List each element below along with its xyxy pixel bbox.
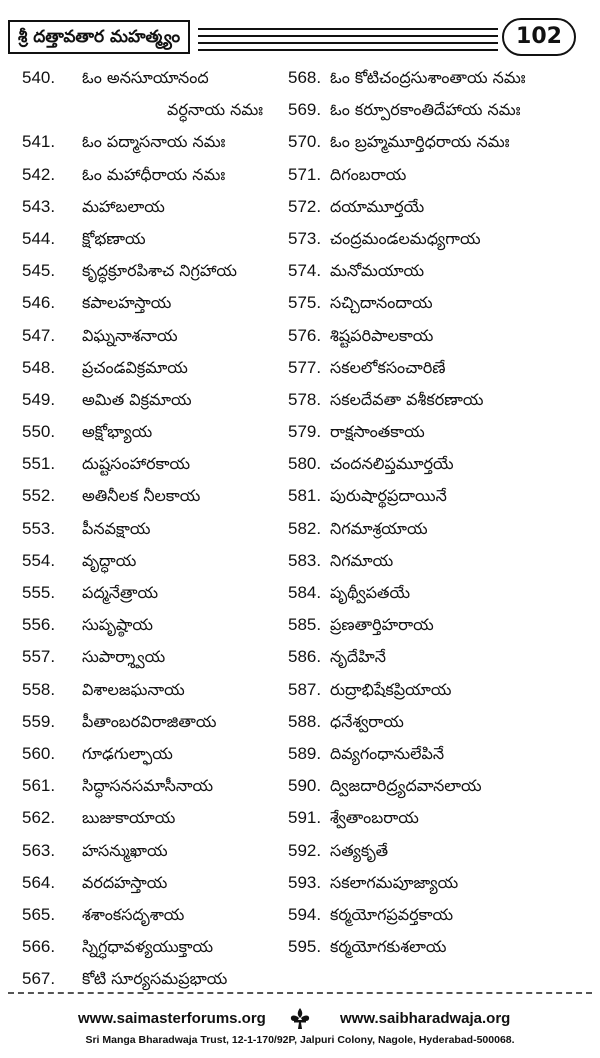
item-text: హసన్ముఖాయ xyxy=(82,840,168,860)
list-item xyxy=(288,770,588,802)
item-number: 558. xyxy=(22,679,56,699)
list-item xyxy=(288,126,588,158)
list-item xyxy=(288,384,588,416)
trust-address: Sri Manga Bharadwaja Trust, 12-1-170/92P, Jalpuri Colony, Nagole, Hyderabad-500068. xyxy=(85,1034,515,1046)
item-text: రాక్షసాంతకాయ xyxy=(330,422,425,442)
list-item xyxy=(22,126,290,158)
list-item xyxy=(22,191,290,223)
item-text: సుపృష్ఠాయ xyxy=(82,615,153,635)
item-text: దిగంబరాయ xyxy=(330,164,407,184)
list-item xyxy=(22,384,290,416)
list-item xyxy=(22,738,290,770)
item-text: నృదేహినే xyxy=(330,647,386,667)
list-item xyxy=(22,545,290,577)
item-text: ఓం మహాధీరాయ నమః xyxy=(82,164,226,184)
item-number: 547. xyxy=(22,325,56,345)
list-item xyxy=(288,448,588,480)
item-text: వర్ధనాయ నమః xyxy=(167,100,264,120)
item-number: 550. xyxy=(22,422,56,442)
list-item xyxy=(22,480,290,512)
list-item xyxy=(288,94,588,126)
item-text: విఘ్ననాశనాయ xyxy=(82,325,178,345)
list-item xyxy=(22,513,290,545)
list-item xyxy=(22,62,290,94)
item-number: 590. xyxy=(288,776,322,796)
list-item xyxy=(288,480,588,512)
item-number: 544. xyxy=(22,228,56,248)
item-number: 565. xyxy=(22,904,56,924)
item-number: 566. xyxy=(22,937,56,957)
item-number: 580. xyxy=(288,454,322,474)
item-text: వరదహస్తాయ xyxy=(82,872,168,892)
header-rule xyxy=(198,42,498,44)
item-text: పీతాంబరవిరాజితాయ xyxy=(82,711,217,731)
item-text: సకలాగమపూజ్యాయ xyxy=(330,872,459,892)
list-item xyxy=(22,609,290,641)
item-text: సత్యకృతే xyxy=(330,840,389,860)
list-item xyxy=(288,577,588,609)
list-item xyxy=(22,94,290,126)
item-text: కర్మయోగప్రవర్తకాయ xyxy=(330,904,454,924)
item-number: 567. xyxy=(22,969,56,989)
item-text: రుద్రాభిషేకప్రియాయ xyxy=(330,679,452,699)
item-number: 568. xyxy=(288,68,322,87)
item-text: చంద్రమండలమధ్యగాయ xyxy=(330,228,481,248)
list-item xyxy=(288,674,588,706)
list-item xyxy=(22,835,290,867)
item-text: శశాంకసదృశాయ xyxy=(82,904,185,924)
item-number: 595. xyxy=(288,937,322,957)
item-text: నిగమాశ్రయాయ xyxy=(330,518,428,538)
item-text: పీనవక్షాయ xyxy=(82,518,151,538)
left-name-list xyxy=(22,62,290,995)
item-text: శిష్టపరిపాలకాయ xyxy=(330,325,434,345)
item-number: 552. xyxy=(22,486,56,506)
list-item xyxy=(288,191,588,223)
item-text: ధనేశ్వరాయ xyxy=(330,711,404,731)
list-item xyxy=(22,674,290,706)
header-rule xyxy=(198,35,498,37)
item-number: 578. xyxy=(288,389,322,409)
item-text: అక్షోభ్యాయ xyxy=(82,422,153,442)
item-text: కపాలహస్తాయ xyxy=(82,293,172,313)
item-text: సుపార్శ్వాయ xyxy=(82,647,166,667)
item-number: 540. xyxy=(22,68,56,87)
item-text: స్నిగ్ధధావళ్యయుక్తాయ xyxy=(82,937,214,957)
item-text: పద్మనేత్రాయ xyxy=(82,583,159,602)
item-text: కృద్ధక్రూరపిశాచ నిగ్రహాయ xyxy=(82,261,237,281)
item-number: 545. xyxy=(22,261,56,281)
list-item xyxy=(22,223,290,255)
item-number: 546. xyxy=(22,293,56,313)
item-number: 588. xyxy=(288,711,322,731)
item-number: 564. xyxy=(22,872,56,892)
list-item xyxy=(22,706,290,738)
list-item xyxy=(288,641,588,673)
item-text: పృథ్వీపతయే xyxy=(330,583,411,602)
list-item xyxy=(288,609,588,641)
item-number: 575. xyxy=(288,293,322,313)
item-number: 541. xyxy=(22,132,56,152)
item-text: ఓం అనసూయానంద xyxy=(82,68,209,87)
list-item xyxy=(288,255,588,287)
list-item xyxy=(288,867,588,899)
right-name-list xyxy=(288,62,588,963)
list-item xyxy=(288,802,588,834)
item-number: 559. xyxy=(22,711,56,731)
item-number: 563. xyxy=(22,840,56,860)
list-item xyxy=(288,62,588,94)
page-footer xyxy=(0,1006,600,1054)
list-item xyxy=(288,352,588,384)
item-text: మహాబలాయ xyxy=(82,196,165,216)
item-number: 555. xyxy=(22,583,56,602)
item-text: సకలలోకసంచారిణే xyxy=(330,357,446,377)
list-item xyxy=(22,770,290,802)
item-text: ఓం బ్రహ్మమూర్తిధరాయ నమః xyxy=(330,132,510,152)
item-number: 593. xyxy=(288,872,322,892)
list-item xyxy=(22,577,290,609)
item-text: సచ్చిదానందాయ xyxy=(330,293,433,313)
item-text: నిగమాయ xyxy=(330,550,394,570)
item-number: 592. xyxy=(288,840,322,860)
item-text: పురుషార్థప్రదాయినే xyxy=(330,486,447,506)
item-text: కోటి సూర్యసమప్రభాయ xyxy=(82,969,228,989)
item-text: కర్మయోగకుశలాయ xyxy=(330,937,447,957)
list-item xyxy=(22,352,290,384)
list-item xyxy=(288,931,588,963)
item-number: 573. xyxy=(288,228,322,248)
list-item xyxy=(288,287,588,319)
item-number: 556. xyxy=(22,615,56,635)
item-number: 557. xyxy=(22,647,56,667)
item-text: అతినీలక నీలకాయ xyxy=(82,486,201,506)
item-number: 579. xyxy=(288,422,322,442)
item-text: వృద్ధాయ xyxy=(82,550,137,570)
item-number: 587. xyxy=(288,679,322,699)
list-item xyxy=(22,320,290,352)
item-text: దయామూర్తయే xyxy=(330,196,425,216)
list-item xyxy=(22,448,290,480)
item-number: 591. xyxy=(288,808,322,828)
item-number: 571. xyxy=(288,164,322,184)
item-number: 543. xyxy=(22,196,56,216)
item-number: 548. xyxy=(22,357,56,377)
list-item xyxy=(22,931,290,963)
list-item xyxy=(288,513,588,545)
fleur-de-lis-icon xyxy=(287,1006,313,1032)
item-text: సకలదేవతా వశీకరణాయ xyxy=(330,389,484,409)
item-text: ఓం పద్మాసనాయ నమః xyxy=(82,132,226,152)
item-text: బుజుకాయాయ xyxy=(82,808,176,828)
list-item xyxy=(288,320,588,352)
item-number: 542. xyxy=(22,164,56,184)
item-text: చందనలిప్తమూర్తయే xyxy=(330,454,454,474)
item-number: 584. xyxy=(288,583,322,602)
list-item xyxy=(22,963,290,995)
item-number: 572. xyxy=(288,196,322,216)
item-text: దివ్యగంధానులేపినే xyxy=(330,743,445,763)
list-item xyxy=(288,706,588,738)
item-text: ద్విజదారిద్ర్యదవానలాయ xyxy=(330,776,482,796)
item-number: 549. xyxy=(22,389,56,409)
list-item xyxy=(288,899,588,931)
item-text: ప్రచండవిక్రమాయ xyxy=(82,357,188,377)
list-item xyxy=(22,255,290,287)
item-text: క్షోభణాయ xyxy=(82,228,146,248)
list-item xyxy=(22,287,290,319)
item-text: ప్రణతార్తిహరాయ xyxy=(330,615,434,635)
item-number: 554. xyxy=(22,550,56,570)
item-number: 574. xyxy=(288,261,322,281)
list-item xyxy=(288,159,588,191)
item-number: 589. xyxy=(288,743,322,763)
list-item xyxy=(288,545,588,577)
item-text: గూఢగుల్ఫాయ xyxy=(82,743,173,763)
item-number: 562. xyxy=(22,808,56,828)
item-number: 560. xyxy=(22,743,56,763)
item-number: 583. xyxy=(288,550,322,570)
item-number: 576. xyxy=(288,325,322,345)
list-item xyxy=(22,416,290,448)
item-number: 553. xyxy=(22,518,56,538)
list-item xyxy=(22,899,290,931)
item-text: అమిత విక్రమాయ xyxy=(82,389,192,409)
item-number: 561. xyxy=(22,776,56,796)
list-item xyxy=(22,867,290,899)
page-number: 102 xyxy=(502,18,576,56)
book-title: శ్రీ దత్తావతార మహత్మ్యం xyxy=(8,20,190,54)
item-text: ఓం కోటిచంద్రసుశాంతాయ నమః xyxy=(330,68,526,87)
list-item xyxy=(288,835,588,867)
item-number: 582. xyxy=(288,518,322,538)
item-text: మనోమయాయ xyxy=(330,261,425,281)
item-number: 581. xyxy=(288,486,322,506)
list-item xyxy=(22,641,290,673)
footer-divider xyxy=(8,992,592,994)
header-rule xyxy=(198,49,498,51)
item-text: శ్వేతాంబరాయ xyxy=(330,808,419,828)
list-item xyxy=(288,738,588,770)
list-item xyxy=(288,416,588,448)
item-number: 585. xyxy=(288,615,322,635)
footer-url-left[interactable]: www.saimasterforums.org xyxy=(78,1010,266,1027)
item-number: 594. xyxy=(288,904,322,924)
item-text: సిద్ధాసనసమాసీనాయ xyxy=(82,776,214,796)
item-number: 586. xyxy=(288,647,322,667)
item-text: దుష్టసంహారకాయ xyxy=(82,454,191,474)
item-number: 577. xyxy=(288,357,322,377)
item-number: 569. xyxy=(288,100,322,120)
item-text: ఓం కర్పూరకాంతిదేహాయ నమః xyxy=(330,100,521,120)
list-item xyxy=(22,802,290,834)
header-rule xyxy=(198,28,498,30)
footer-url-right[interactable]: www.saibharadwaja.org xyxy=(340,1010,511,1027)
item-text: విశాలజఘనాయ xyxy=(82,679,185,699)
list-item xyxy=(288,223,588,255)
item-number: 570. xyxy=(288,132,322,152)
list-item xyxy=(22,159,290,191)
page-header xyxy=(8,18,592,58)
item-number: 551. xyxy=(22,454,56,474)
